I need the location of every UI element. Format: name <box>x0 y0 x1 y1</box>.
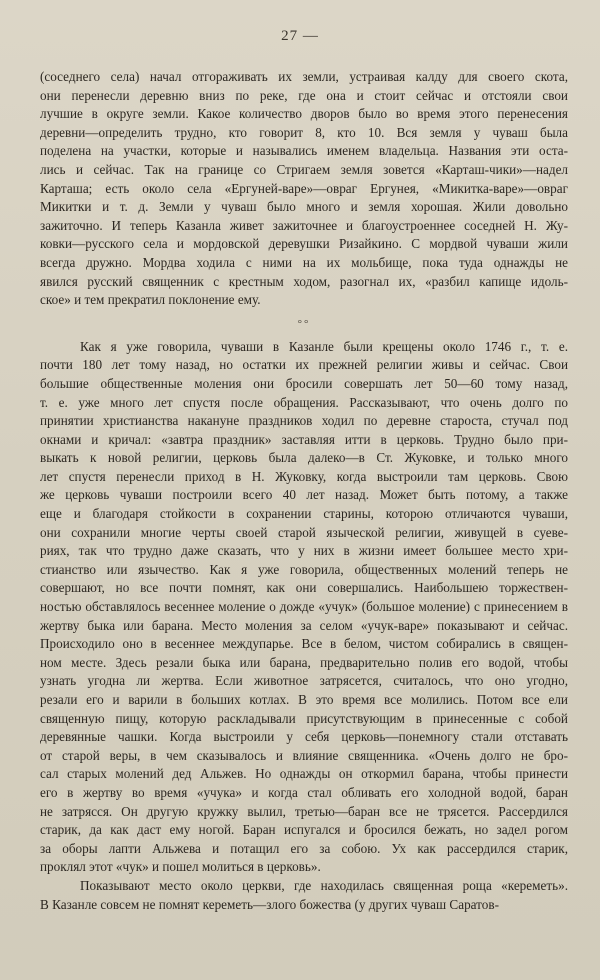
text-line: ном месте. Здесь резали быка или барана, предварительно полив его водой, чтобы <box>40 654 568 670</box>
text-line: окнами и кричал: «завтра праздник» заставляя итти в церковь. Трудно было при- <box>40 431 568 447</box>
paragraph-1 <box>40 68 568 310</box>
text-line: риях, так что трудно даже сказать, что у них в жизни имеет большее место хри- <box>40 543 568 559</box>
text-line: принятии христианства накануне праздников ходил по деревне староста, стучал под <box>40 413 568 429</box>
text-line: они перенесли деревню вниз по реке, где она и стоит сейчас и отстояли свои <box>40 87 568 103</box>
text-line: Карташа; есть около села «Ергуней-варе»—овраг Ергунея, «Микитка-варе»—овраг <box>40 180 568 196</box>
text-line: проклял этот «чук» и пошел молиться в церковь». <box>40 859 321 875</box>
text-line: они сохранили многие черты своей старой языческой религии, живущей в суеве- <box>40 524 568 540</box>
text-line: от старой веры, в чем сказывалось и влияние священника. «Очень долго не бро- <box>40 747 568 763</box>
page-number: 27 — <box>281 28 319 44</box>
text-line: ковки—русского села и мордовской деревушки Ризайкино. С мордвой чуваши жили <box>40 236 568 252</box>
text-line: еще и благодаря стойкости в сохранении старины, которою отличаются чуваши, <box>40 506 568 522</box>
text-line: деревни—определить трудно, кто говорит 8, кто 10. Вся земля у чуваш была <box>40 124 568 140</box>
text-line: большие общественные моления они бросили совершать лет 50—60 тому назад, <box>40 375 568 391</box>
text-line: лучшие в округе земли. Какое количество дворов было во время этого перенесения <box>40 106 568 122</box>
text-line: т. е. уже много лет спустя после обращения. Рассказывают, что очень долго по <box>40 394 568 410</box>
text-line: деревянные чашки. Когда выстроили у себя церковь—понемногу стали отставать <box>40 729 568 745</box>
text-line: лет спустя перенесли приход в Н. Жуковку, когда выстроили там церковь. Свою <box>40 468 568 484</box>
text-line: совершают, но все почти помнят, как они совершались. Наибольшею торжествен- <box>40 580 568 596</box>
text-line: священную пищу, которую раскладывали присутствующим в принесенные с собой <box>40 710 568 726</box>
text-line: жертву быка или барана. Место моления за селом «учук-варе» показывают и сейчас. <box>40 617 568 633</box>
text-line: Микитки и т. д. Земли у чуваш было много и земля хорошая. Жили довольно <box>40 199 568 215</box>
text-line: Как я уже говорила, чуваши в Казанле были крещены около 1746 г., т. е. <box>80 338 568 354</box>
text-line: ское» и тем прекратил поклонение ему. <box>40 292 261 308</box>
text-line: Показывают место около церкви, где находилась священная роща «кереметь». <box>80 877 568 893</box>
text-line: лись и сейчас. Так на границе со Стригаем земля зовется «Карташ-чики»—надел <box>40 161 568 177</box>
paragraph-3 <box>40 877 568 914</box>
text-line: стианство или язычество. Как я уже говорила, общественных молений теперь не <box>40 561 568 577</box>
text-line: явился русский священник с крестным ходом, разогнал их, «разбил капище идоль- <box>40 273 568 289</box>
text-line: В Казанле совсем не помнят кереметь—злого божества (у других чуваш Саратов- <box>40 896 499 912</box>
text-line: резали его и варили в больших котлах. В это время все молились. Потом все ели <box>40 692 568 707</box>
text-line: почти 180 лет тому назад, но остатки их прежней религии живы и сейчас. Свои <box>40 357 568 373</box>
text-line: поделена на участки, которые и назывались именем владельца. Названия эти оста- <box>40 143 568 159</box>
text-line: за оборы лапти Альжева и потащил его за собою. Ух как рассердился старик, <box>40 840 568 856</box>
text-line: Происходило оно в весеннее междупарье. Все в белом, чистом собирались в священ- <box>40 636 568 652</box>
section-separator: °° <box>297 317 311 330</box>
text-line: зажиточно. И теперь Казанла живет зажиточнее и благоустроеннее соседней Н. Жу- <box>40 217 568 233</box>
text-line: старик, да как даст ему ногой. Баран испугался и бросился бежать, но задел рогом <box>40 822 568 838</box>
text-line: всегда дружно. Мордва ходила с ними на их мольбище, пока туда однажды не <box>40 254 568 270</box>
body-text <box>40 68 568 914</box>
text-line: узнать угодна ли жертва. Если животное затрясется, считалось, что оно угодно, <box>40 673 568 689</box>
text-line: его в жертву во время «учука» и когда стал обливать его холодной водой, баран <box>40 784 568 800</box>
text-line: ностью обставлялось весеннее моление о дожде «учук» (большое моление) с принесением в <box>40 599 568 615</box>
text-line: сал старых молений дед Альжев. Но однажды он откормил барана, чтобы принести <box>40 766 568 782</box>
paragraph-2 <box>40 338 568 877</box>
text-line: выкать к новой религии, церковь была далеко—в Ст. Жуковке, и только много <box>40 450 568 466</box>
text-line: не затрясся. Он другую кружку вылил, третью—баран все не трясется. Рассердился <box>40 803 568 819</box>
text-line: же церковь чуваши построили всего 40 лет назад. Может быть потому, а также <box>40 487 568 503</box>
text-line: (соседнего села) начал отгораживать их земли, устраивая калду для своего скота, <box>40 69 568 84</box>
